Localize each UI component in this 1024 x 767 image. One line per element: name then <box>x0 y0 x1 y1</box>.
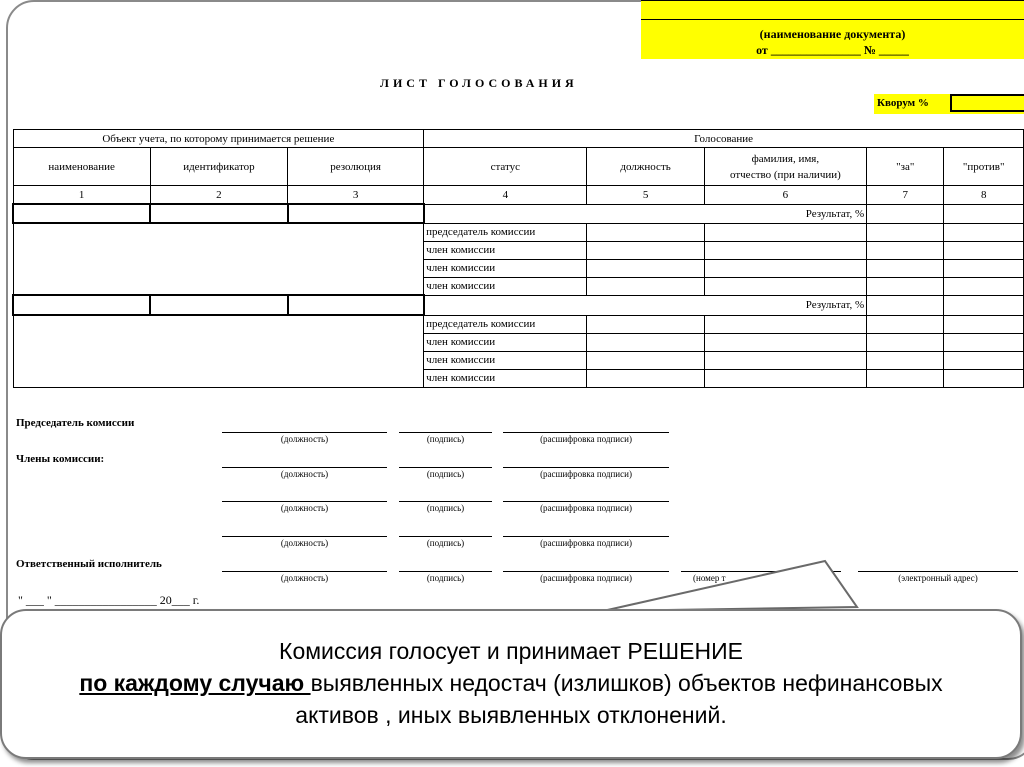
callout-text <box>2 635 1020 731</box>
signature-caption: (подпись) <box>426 469 465 479</box>
document-name: (наименование документа) <box>759 27 906 41</box>
position-caption: (должность) <box>280 434 329 444</box>
col-header-id: идентификатор <box>150 148 287 186</box>
result-against-cell[interactable] <box>944 295 1024 315</box>
object-id-cell[interactable] <box>150 204 287 223</box>
col-header-resolution: резолюция <box>288 148 424 186</box>
position-caption: (должность) <box>280 538 329 548</box>
callout-line-3: активов , иных выявленных отклонений. <box>295 702 727 728</box>
decoding-caption: (расшифровка подписи) <box>540 538 632 548</box>
callout-emphasis: по каждому случаю <box>79 670 311 696</box>
callout-line-2 <box>2 667 1020 699</box>
member-status: член комиссии <box>424 241 587 259</box>
members-label: Члены комиссии: <box>16 453 105 465</box>
member-status: член комиссии <box>424 369 587 387</box>
col-header-position: должность <box>587 148 704 186</box>
signature-line[interactable] <box>222 467 387 468</box>
signature-line[interactable] <box>503 467 669 468</box>
document-header <box>641 0 1024 59</box>
signature-caption: (подпись) <box>426 538 465 548</box>
signature-line[interactable] <box>399 501 492 502</box>
executor-label: Ответственный исполнитель <box>16 558 162 570</box>
object-row <box>13 295 1024 315</box>
result-label: Результат, % <box>424 204 867 223</box>
position-caption: (должность) <box>280 469 329 479</box>
email-caption: (электронный адрес) <box>898 573 978 583</box>
quorum-input[interactable] <box>950 94 1024 112</box>
member-status: председатель комиссии <box>424 223 587 241</box>
col-header-name: наименование <box>13 148 150 186</box>
object-resolution-cell[interactable] <box>288 295 424 315</box>
member-status: председатель комиссии <box>424 315 587 333</box>
object-name-cell[interactable] <box>13 295 150 315</box>
result-for-cell[interactable] <box>867 295 944 315</box>
signature-line[interactable] <box>399 571 492 572</box>
result-label: Результат, % <box>424 295 867 315</box>
signature-line[interactable] <box>222 432 387 433</box>
col-header-for: "за" <box>867 148 944 186</box>
fio-line-2: отчество (при наличии) <box>729 168 841 181</box>
col-number: 1 <box>13 186 150 205</box>
signature-line[interactable] <box>222 571 387 572</box>
member-status: член комиссии <box>424 259 587 277</box>
fio-line-1: фамилия, имя, <box>751 152 820 165</box>
member-status: член комиссии <box>424 333 587 351</box>
result-for-cell[interactable] <box>867 204 944 223</box>
col-header-fio <box>704 148 866 186</box>
quorum-label: Кворум % <box>877 97 929 109</box>
callout-box <box>0 609 1022 759</box>
decoding-caption: (расшифровка подписи) <box>540 469 632 479</box>
callout-tail <box>595 555 865 617</box>
chair-label: Председатель комиссии <box>16 417 135 429</box>
signature-line[interactable] <box>222 536 387 537</box>
object-name-cell[interactable] <box>13 204 150 223</box>
signature-line[interactable] <box>222 501 387 502</box>
position-caption: (должность) <box>280 573 329 583</box>
signature-line[interactable] <box>399 467 492 468</box>
member-status: член комиссии <box>424 351 587 369</box>
signature-line[interactable] <box>399 536 492 537</box>
header-rule <box>641 19 1024 20</box>
signature-line[interactable] <box>858 571 1018 572</box>
col-header-against: "против" <box>944 148 1024 186</box>
phone-caption: (номер т <box>693 573 726 583</box>
position-caption: (должность) <box>280 503 329 513</box>
group-header-voting: Голосование <box>424 130 1024 148</box>
signature-line[interactable] <box>503 536 669 537</box>
decoding-caption: (расшифровка подписи) <box>540 503 632 513</box>
voting-table <box>12 129 1024 388</box>
object-row <box>13 204 1024 223</box>
col-header-status: статус <box>424 148 587 186</box>
quorum-field <box>874 94 1024 114</box>
signature-caption: (подпись) <box>426 434 465 444</box>
page-title: ЛИСТ ГОЛОСОВАНИЯ <box>380 76 578 90</box>
col-number: 4 <box>424 186 587 205</box>
col-number: 3 <box>288 186 424 205</box>
signature-caption: (подпись) <box>426 573 465 583</box>
date-line: " ___ " _________________ 20___ г. <box>18 593 200 607</box>
col-number: 7 <box>867 186 944 205</box>
callout-line-2-rest: выявленных недостач (излишков) объектов нефинансовых <box>310 670 943 696</box>
result-against-cell[interactable] <box>944 204 1024 223</box>
col-number: 2 <box>150 186 287 205</box>
group-header-object: Объект учета, по которому принимается решение <box>13 130 424 148</box>
col-number: 6 <box>704 186 866 205</box>
signature-line[interactable] <box>503 432 669 433</box>
decoding-caption: (расшифровка подписи) <box>540 573 632 583</box>
member-status: член комиссии <box>424 277 587 295</box>
signature-caption: (подпись) <box>426 503 465 513</box>
signature-line[interactable] <box>503 501 669 502</box>
signature-line[interactable] <box>399 432 492 433</box>
callout-line-1: Комиссия голосует и принимает РЕШЕНИЕ <box>279 638 743 664</box>
object-resolution-cell[interactable] <box>288 204 424 223</box>
col-number: 5 <box>587 186 704 205</box>
col-number: 8 <box>944 186 1024 205</box>
object-id-cell[interactable] <box>150 295 287 315</box>
document-number: от _______________ № _____ <box>756 43 909 57</box>
decoding-caption: (расшифровка подписи) <box>540 434 632 444</box>
